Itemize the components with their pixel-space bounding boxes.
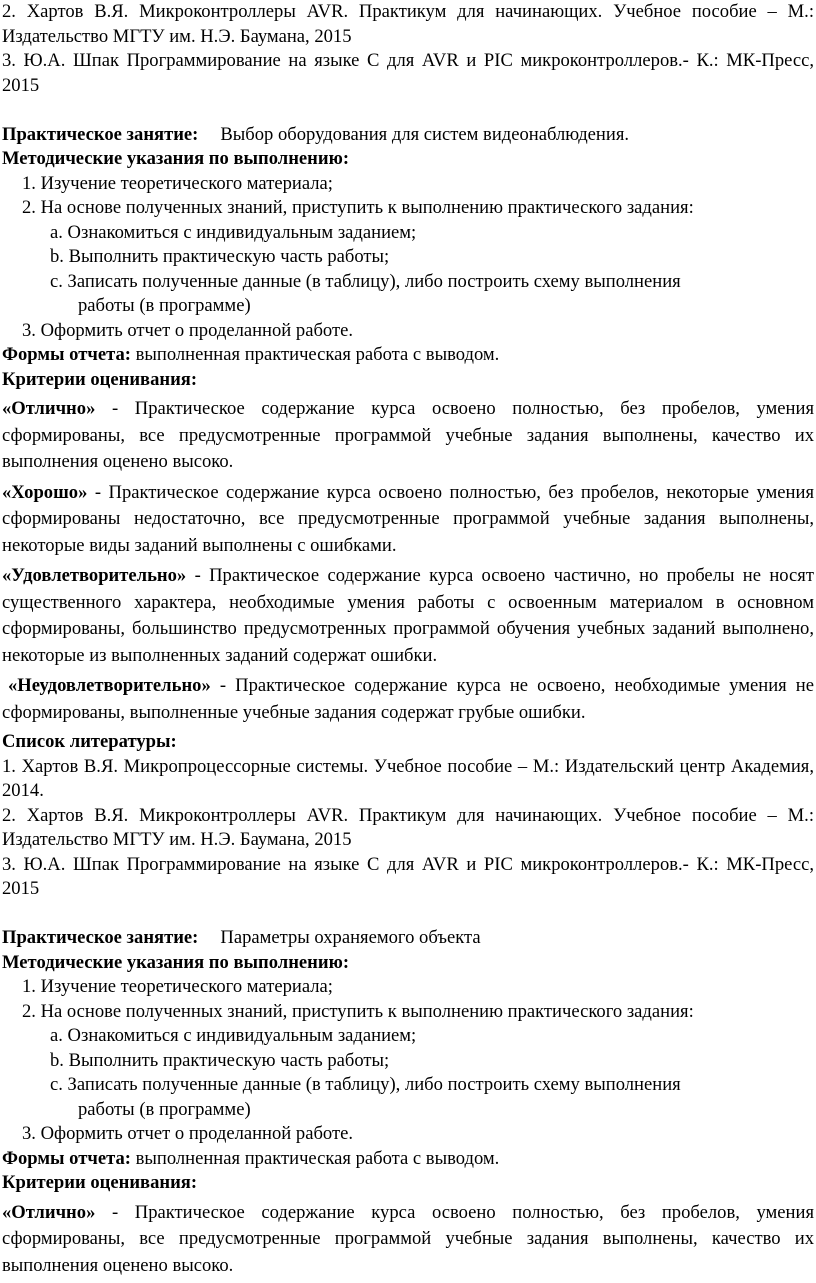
criteria-list [2, 396, 814, 726]
lesson-section-1 [2, 123, 814, 902]
grade-text: - Практическое содержание курса не освоено, необходимые умения не сформированы, выполненные учебные задания содержат грубые ошибки. [2, 675, 814, 723]
sub-step-item: b. Выполнить практическую часть работы; [50, 246, 390, 267]
step-item: 3. Оформить отчет о проделанной работе. [22, 1123, 353, 1144]
method-heading: Методические указания по выполнению: [2, 951, 350, 973]
spacer [2, 902, 814, 927]
sub-step-item: c. Записать полученные данные (в таблицу), либо построить схему выполнения [50, 1074, 681, 1095]
criteria-good [2, 480, 814, 560]
criteria-excellent [2, 396, 814, 476]
forms-line [2, 1147, 814, 1172]
criteria-unsatisfactory [2, 673, 814, 726]
step-item: 2. На основе полученных знаний, приступить к выполнению практического задания: [22, 1000, 694, 1022]
document-page [2, 0, 814, 1283]
step-item: 1. Изучение теоретического материала; [22, 172, 333, 194]
literature-item: 3. Ю.А. Шпак Программирование на языке С для AVR и PIC микроконтроллеров.- К.: МК-Пресс, 2015 [2, 853, 814, 899]
sub-step-item: c. Записать полученные данные (в таблицу), либо построить схему выполнения [50, 270, 681, 292]
sub-step-item: a. Ознакомиться с индивидуальным заданием; [50, 1025, 417, 1046]
practical-label: Практическое занятие: [2, 927, 199, 948]
method-heading: Методические указания по выполнению: [2, 148, 350, 169]
grade-text: - Практическое содержание курса освоено частично, но пробелы не носят существенного характера, необходимые умения работы с освоенным материалом в основном сформированы, большинство предусмотренных программой обучения учебных заданий выполнено, некоторые из выполненных заданий содержат ошибки. [2, 565, 814, 666]
practical-title: Параметры охраняемого объекта [220, 927, 481, 948]
practical-label: Практическое занятие: [2, 123, 199, 145]
forms-line [2, 343, 814, 368]
sub-step-continuation: работы (в программе) [78, 1098, 251, 1120]
grade-text: - Практическое содержание курса освоено полностью, без пробелов, умения сформированы, все предусмотренные программой учебные задания выполнены, качество их выполнения оценено высоко. [2, 398, 814, 472]
literature-item: 2. Хартов В.Я. Микроконтроллеры AVR. Практикум для начинающих. Учебное пособие – М.: Издательство МГТУ им. Н.Э. Баумана, 2015 [2, 804, 814, 850]
practical-line [2, 123, 814, 148]
criteria-heading: Критерии оценивания: [2, 368, 198, 390]
grade-text: - Практическое содержание курса освоено полностью, без пробелов, умения сформированы, все предусмотренные программой учебные задания выполнены, качество их выполнения оценено высоко. [2, 1201, 814, 1276]
practical-line [2, 926, 814, 951]
literature-heading: Список литературы: [2, 731, 177, 752]
step-item: 3. Оформить отчет о проделанной работе. [22, 319, 353, 341]
practical-title: Выбор оборудования для систем видеонаблюдения. [220, 123, 630, 145]
forms-text: выполненная практическая работа с выводом. [135, 1147, 500, 1169]
criteria-satisfactory [2, 563, 814, 669]
criteria-heading: Критерии оценивания: [2, 1172, 198, 1193]
grade-text: - Практическое содержание курса освоено полностью, без пробелов, некоторые умения сформированы недостаточно, все предусмотренные программой учебные задания выполнены, некоторые виды заданий выполнены с ошибками. [2, 481, 814, 556]
sub-step-continuation: работы (в программе) [78, 295, 251, 316]
forms-label: Формы отчета: [2, 1147, 131, 1169]
lesson-section-2 [2, 926, 814, 1279]
grade-label: «Отлично» [2, 398, 96, 419]
grade-label: «Хорошо» [2, 481, 88, 503]
grade-label: «Неудовлетворительно» [8, 675, 211, 696]
grade-label: «Отлично» [2, 1201, 96, 1223]
forms-label: Формы отчета: [2, 344, 131, 365]
grade-label: «Удовлетворительно» [2, 565, 187, 586]
reference-item: 3. Ю.А. Шпак Программирование на языке С для AVR и PIC микроконтроллеров.- К.: МК-Пресс, 2015 [2, 50, 814, 96]
literature-item: 1. Хартов В.Я. Микропроцессорные системы. Учебное пособие – М.: Издательский центр Академия, 2014. [2, 755, 814, 801]
criteria-excellent [2, 1200, 814, 1280]
step-item: 2. На основе полученных знаний, приступить к выполнению практического задания: [22, 197, 694, 218]
step-item: 1. Изучение теоретического материала; [22, 976, 333, 997]
criteria-list [2, 1200, 814, 1280]
reference-item: 2. Хартов В.Я. Микроконтроллеры AVR. Практикум для начинающих. Учебное пособие – М.: Издательство МГТУ им. Н.Э. Баумана, 2015 [2, 1, 814, 47]
sub-step-item: a. Ознакомиться с индивидуальным заданием; [50, 221, 417, 243]
sub-step-item: b. Выполнить практическую часть работы; [50, 1049, 390, 1071]
spacer [2, 98, 814, 123]
forms-text: выполненная практическая работа с выводом. [135, 344, 500, 365]
